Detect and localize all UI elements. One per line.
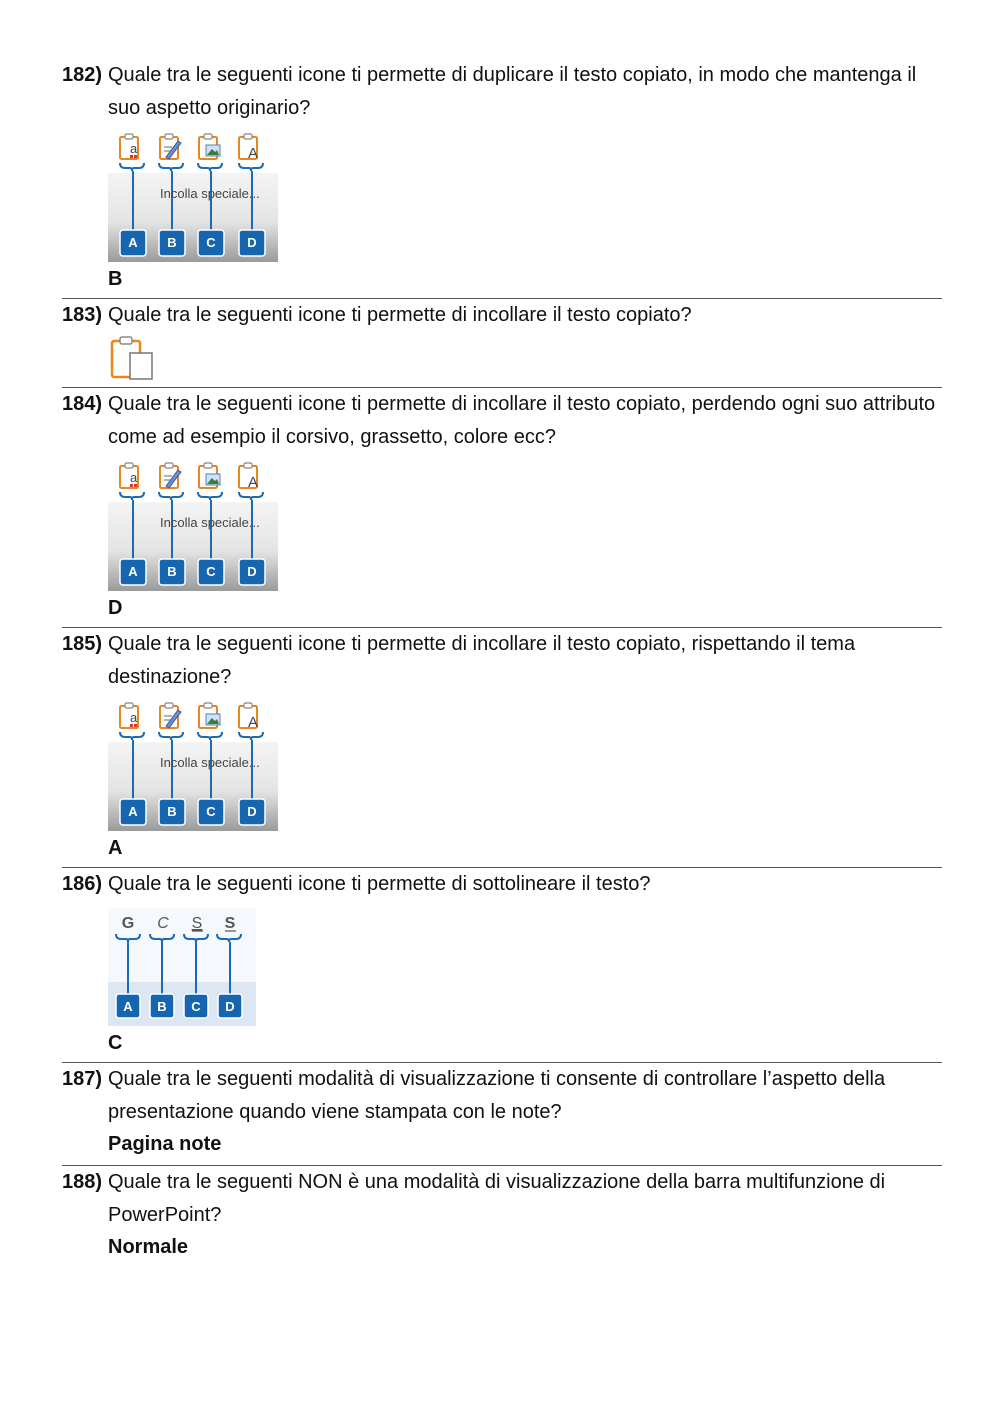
answer: D — [108, 597, 123, 619]
paste-icon — [110, 335, 156, 381]
question-number: 184) — [62, 393, 103, 415]
badge-d: D — [247, 235, 257, 250]
question-184 — [62, 388, 942, 454]
badge-a: A — [128, 564, 138, 579]
badge-a: A — [128, 804, 138, 819]
paste-options-figure — [108, 696, 278, 831]
badge-d: D — [247, 804, 257, 819]
paste-options-figure — [108, 456, 278, 591]
italic-letter: C — [157, 915, 169, 932]
question-183 — [62, 299, 942, 332]
ribbon-label: Incolla speciale... — [160, 186, 260, 201]
question-text: Quale tra le seguenti modalità di visualizzazione ti consente di controllare l’aspetto della presentazione quando viene stampata con le note? — [108, 1068, 886, 1123]
question-number: 186) — [62, 873, 103, 895]
question-187 — [62, 1063, 942, 1159]
question-text: Quale tra le seguenti icone ti permette di sottolineare il testo? — [108, 873, 651, 895]
badge-b: B — [167, 804, 177, 819]
question-text: Quale tra le seguenti icone ti permette di incollare il testo copiato? — [108, 304, 692, 326]
question-number: 188) — [62, 1171, 103, 1193]
answer: A — [108, 837, 123, 859]
bold-letter: G — [121, 915, 135, 932]
shadow-letter: S — [224, 915, 236, 932]
ribbon-label: Incolla speciale... — [160, 755, 260, 770]
badge-b: B — [167, 564, 177, 579]
badge-a: A — [123, 999, 133, 1014]
badge-b: B — [157, 999, 167, 1014]
underline-letter: S — [191, 915, 203, 932]
question-text: Quale tra le seguenti icone ti permette di incollare il testo copiato, rispettando il tema destinazione? — [108, 633, 856, 688]
question-182 — [62, 59, 942, 125]
answer: Pagina note — [108, 1133, 222, 1155]
badge-d: D — [247, 564, 257, 579]
badge-d: D — [225, 999, 235, 1014]
badge-c: C — [206, 235, 216, 250]
answer: Normale — [108, 1236, 189, 1258]
question-text: Quale tra le seguenti icone ti permette di incollare il testo copiato, perdendo ogni suo attributo come ad esempio il corsivo, grassetto, colore ecc? — [108, 393, 936, 448]
font-style-figure — [108, 908, 256, 1026]
answer: C — [108, 1032, 123, 1054]
badge-c: C — [206, 804, 216, 819]
badge-b: B — [167, 235, 177, 250]
answer: B — [108, 268, 123, 290]
paste-options-figure — [108, 127, 278, 262]
question-number: 187) — [62, 1068, 103, 1090]
badge-c: C — [206, 564, 216, 579]
question-text: Quale tra le seguenti icone ti permette di duplicare il testo copiato, in modo che mantenga il suo aspetto originario? — [108, 64, 917, 119]
question-text: Quale tra le seguenti NON è una modalità di visualizzazione della barra multifunzione di PowerPoint? — [108, 1171, 886, 1226]
question-188 — [62, 1166, 942, 1262]
question-number: 182) — [62, 64, 103, 86]
question-number: 185) — [62, 633, 103, 655]
question-185 — [62, 628, 942, 694]
ribbon-label: Incolla speciale... — [160, 515, 260, 530]
badge-c: C — [191, 999, 201, 1014]
question-number: 183) — [62, 304, 103, 326]
badge-a: A — [128, 235, 138, 250]
question-186 — [62, 868, 942, 901]
